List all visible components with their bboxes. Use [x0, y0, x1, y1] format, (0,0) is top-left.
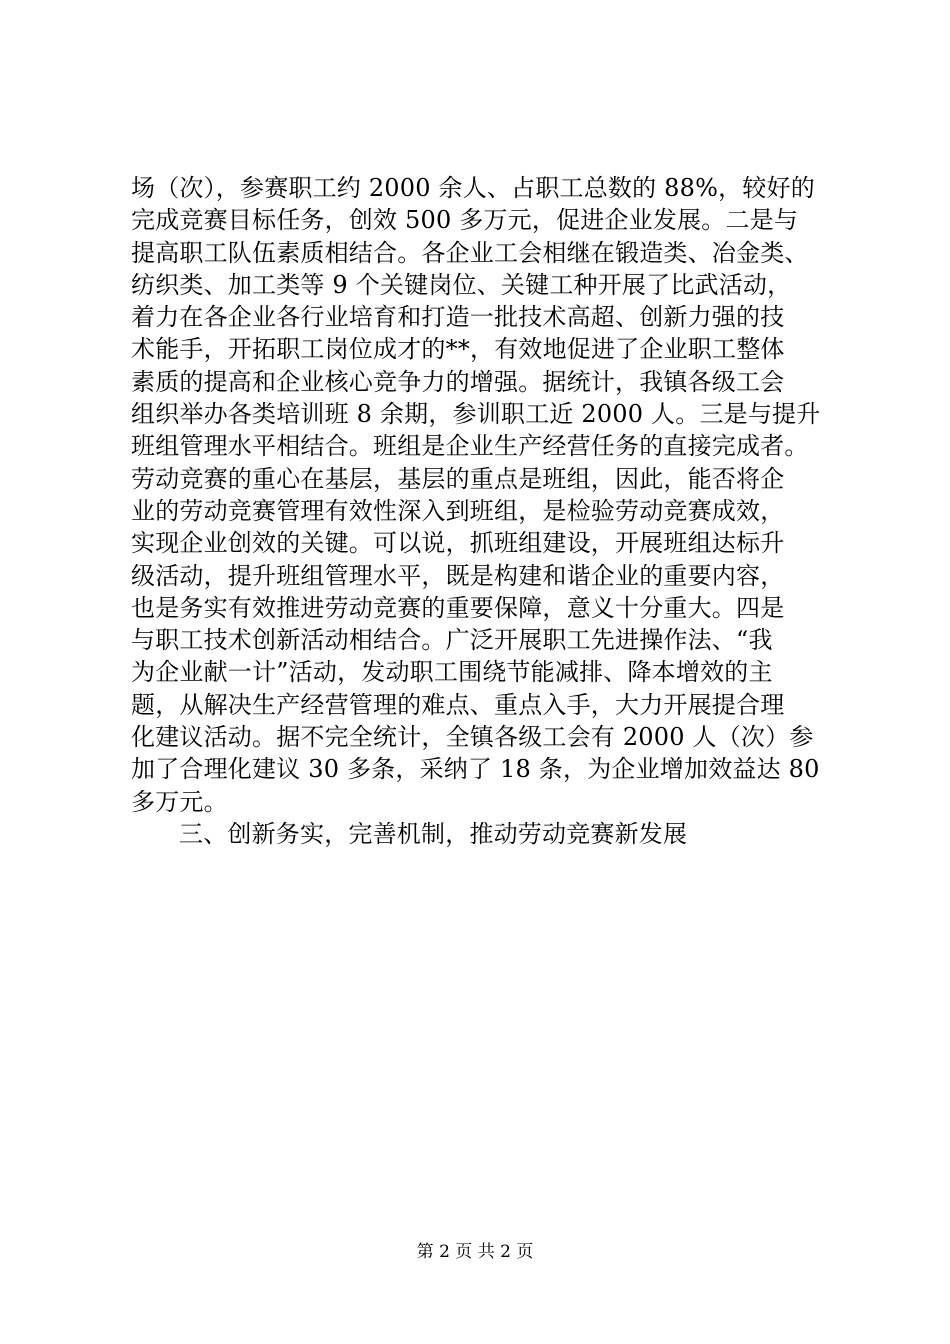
page-footer: 第 2 页 共 2 页 — [416, 1242, 534, 1262]
text-line: 与职工技术创新活动相结合。广泛开展职工先进操作法、“我 — [131, 626, 773, 655]
text-line: 级活动，提升班组管理水平，既是构建和谐企业的重要内容， — [131, 561, 785, 590]
text-line: 组织举办各类培训班 8 余期，参训职工近 2000 人。三是与提升 — [131, 400, 821, 429]
text-line: 提高职工队伍素质相结合。各企业工会相继在锻造类、冶金类、 — [131, 238, 809, 267]
text-line: 为企业献一计”活动，发动职工围绕节能减排、降本增效的主 — [131, 658, 773, 687]
text-line: 班组管理水平相结合。班组是企业生产经营任务的直接完成者。 — [131, 432, 809, 461]
text-line: 劳动竞赛的重心在基层，基层的重点是班组，因此，能否将企 — [131, 464, 785, 493]
text-line: 实现企业创效的关键。可以说，抓班组建设，开展班组达标升 — [131, 529, 785, 558]
text-line: 纺织类、加工类等 9 个关键岗位、关键工种开展了比武活动， — [131, 270, 792, 299]
text-line: 加了合理化建议 30 多条，采纳了 18 条，为企业增加效益达 80 — [131, 755, 820, 784]
text-line: 素质的提高和企业核心竞争力的增强。据统计，我镇各级工会 — [131, 367, 785, 396]
text-line: 题，从解决生产经营管理的难点、重点入手，大力开展提合理 — [131, 690, 785, 719]
text-line: 术能手，开拓职工岗位成才的**，有效地促进了企业职工整体 — [131, 335, 785, 364]
text-line: 着力在各企业各行业培育和打造一批技术高超、创新力强的技 — [131, 303, 785, 332]
text-line: 场（次），参赛职工约 2000 余人、占职工总数的 88%，较好的 — [131, 174, 815, 202]
text-line: 完成竞赛目标任务，创效 500 多万元，促进企业发展。二是与 — [131, 206, 799, 235]
text-line: 业的劳动竞赛管理有效性深入到班组，是检验劳动竞赛成效， — [131, 496, 785, 525]
text-line: 多万元。 — [131, 787, 228, 816]
section-heading: 三、创新务实，完善机制，推动劳动竞赛新发展 — [179, 819, 688, 848]
body-text — [131, 172, 831, 850]
text-line: 也是务实有效推进劳动竞赛的重要保障，意义十分重大。四是 — [131, 593, 785, 622]
text-line: 化建议活动。据不完全统计，全镇各级工会有 2000 人（次）参 — [131, 723, 814, 752]
